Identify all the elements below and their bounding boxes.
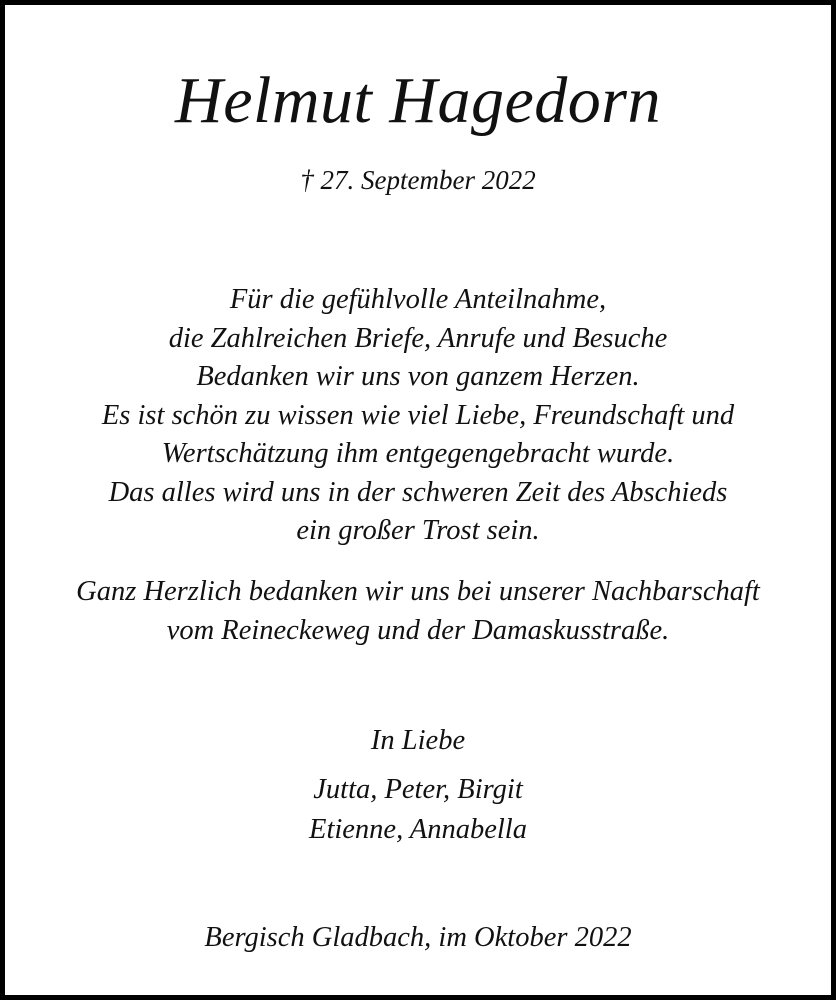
- neighbors-thanks-line: vom Reineckeweg und der Damaskusstraße.: [166, 615, 670, 646]
- family-names: Jutta, Peter, Birgit: [313, 774, 523, 805]
- place-and-date: Bergisch Gladbach, im Oktober 2022: [204, 922, 632, 953]
- thanks-line: ein großer Trost sein.: [296, 515, 540, 546]
- thanks-line: die Zahlreichen Briefe, Anrufe und Besuche: [168, 323, 668, 354]
- thanks-line: Wertschätzung ihm entgegengebracht wurde.: [161, 438, 675, 469]
- thanks-line: Es ist schön zu wissen wie viel Liebe, Freundschaft und: [101, 400, 735, 431]
- neighbors-thanks-line: Ganz Herzlich bedanken wir uns bei unserer Nachbarschaft: [76, 576, 760, 607]
- thanks-line: Das alles wird uns in der schweren Zeit des Abschieds: [108, 477, 728, 508]
- deceased-name: Helmut Hagedorn: [175, 64, 661, 137]
- death-date: † 27. September 2022: [300, 165, 536, 195]
- thanks-line: Für die gefühlvolle Anteilnahme,: [229, 284, 607, 315]
- closing-phrase: In Liebe: [370, 725, 466, 756]
- thanks-line: Bedanken wir uns von ganzem Herzen.: [196, 361, 640, 392]
- family-names: Etienne, Annabella: [309, 814, 527, 845]
